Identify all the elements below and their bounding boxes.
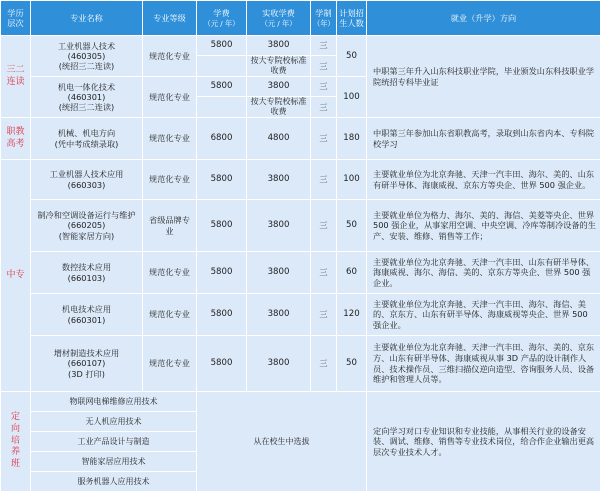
major-code: (660107) [33, 358, 140, 368]
actual-tuition-cell: 3800 [247, 36, 311, 56]
major-grade-cell: 规范化专业 [143, 118, 197, 160]
major-code: (660303) [33, 180, 140, 190]
major-name: 机电一体化技术 [33, 82, 140, 92]
header-major-grade: 专业等级 [143, 1, 197, 36]
tuition-cell: 5800 [197, 36, 247, 56]
header-direction: 就业（升学）方向 [367, 1, 600, 36]
duration-cell: 三 [311, 294, 337, 336]
direction-cell: 主要就业单位为北京奔驰、天津一汽丰田、海尔、美的、山东有研半导体、海康威视、京东方等央企、世界 500 强企业。 [367, 160, 600, 200]
plan-cell: 50 [337, 200, 367, 252]
tuition-cell: 5800 [197, 294, 247, 336]
major-cell [31, 77, 143, 118]
tuition-cell: 5800 [197, 77, 247, 97]
oriented-selection: 从在校生中选拔 [197, 392, 367, 492]
major-name: 工业机器人技术应用 [33, 169, 140, 179]
table-row [1, 294, 600, 336]
duration-cell: 三 [311, 200, 337, 252]
level-zhijiao-line1: 职教 [3, 127, 28, 139]
level-dingxiang [1, 392, 31, 492]
major-note: (统招三二连读) [33, 61, 140, 71]
tuition-cell-empty [197, 97, 247, 118]
plan-cell: 100 [337, 77, 367, 118]
level-dingxiang-char: 养 [3, 447, 28, 459]
header-actual-unit: （元 / 年） [249, 19, 308, 28]
duration-cell: 三 [311, 97, 337, 118]
major-name: 机械、机电方向 [33, 128, 140, 138]
direction-cell: 中职第三年升入山东科技职业学院，毕业颁发山东科技职业学院统招专科毕业证 [367, 36, 600, 118]
oriented-direction: 定向学习对口专业知识和专业技能，从事相关行业的设备安装、调试、维修、销售等专业技术岗位，给合作企业输出更高层次专业技术人才。 [367, 392, 600, 492]
actual-tuition-cell: 3800 [247, 200, 311, 252]
actual-tuition-cell: 3800 [247, 294, 311, 336]
major-cell [31, 294, 143, 336]
tuition-cell: 5800 [197, 336, 247, 392]
tuition-cell-empty [197, 56, 247, 77]
major-code: (460301) [33, 92, 140, 102]
tuition-cell: 5800 [197, 160, 247, 200]
oriented-program: 无人机应用技术 [31, 412, 197, 432]
major-cell [31, 118, 143, 160]
actual-tuition-cell: 4800 [247, 118, 311, 160]
major-name: 工业机器人技术 [33, 41, 140, 51]
plan-cell: 60 [337, 252, 367, 294]
major-grade-cell: 规范化专业 [143, 160, 197, 200]
actual-tuition-cell: 按大专院校标准收费 [247, 56, 311, 77]
major-code: (460305) [33, 51, 140, 61]
major-grade-cell: 省级品牌专业 [143, 200, 197, 252]
header-tuition [197, 1, 247, 36]
plan-cell: 100 [337, 160, 367, 200]
major-grade-cell: 规范化专业 [143, 36, 197, 77]
major-cell [31, 336, 143, 392]
table-row [1, 118, 600, 160]
tuition-cell: 6800 [197, 118, 247, 160]
actual-tuition-cell: 3800 [247, 160, 311, 200]
direction-cell: 主要就业单位为格力、海尔、美的、海信、美菱等央企、世界 500 强企业，从事家用空调、中央空调、冷库等制冷设备的生产、安装、维修、销售等工作； [367, 200, 600, 252]
table-row [1, 36, 600, 56]
major-grade-cell: 规范化专业 [143, 336, 197, 392]
level-sane-er-line1: 三二 [3, 65, 28, 77]
direction-cell: 中职第三年参加山东省职教高考，录取到山东省内本、专科院校学习 [367, 118, 600, 160]
plan-cell: 50 [337, 336, 367, 392]
level-dingxiang-char: 向 [3, 424, 28, 436]
direction-cell: 主要就业单位为北京奔驰、天津一汽丰田、山东有研半导体、海康威视、海尔、海信、美的、京东方等央企、世界 500 强企业。 [367, 252, 600, 294]
duration-cell: 三 [311, 160, 337, 200]
header-plan-line2: 生人数 [339, 18, 364, 28]
header-tuition-label: 学费 [199, 8, 244, 18]
level-sane-er [1, 36, 31, 118]
header-duration [311, 1, 337, 36]
level-dingxiang-char: 班 [3, 459, 28, 471]
major-name: 机电技术应用 [33, 304, 140, 314]
major-note: (3D 打印) [33, 369, 140, 379]
major-grade-cell: 规范化专业 [143, 252, 197, 294]
actual-tuition-cell: 3800 [247, 336, 311, 392]
major-code: (660301) [33, 315, 140, 325]
major-cell [31, 160, 143, 200]
level-dingxiang-char: 定 [3, 412, 28, 424]
oriented-program: 智能家居应用技术 [31, 452, 197, 472]
duration-cell: 三 [311, 56, 337, 77]
actual-tuition-cell: 3800 [247, 77, 311, 97]
table-row [1, 200, 600, 252]
oriented-program: 物联网电梯维修应用技术 [31, 392, 197, 412]
tuition-cell: 5800 [197, 252, 247, 294]
major-cell [31, 200, 143, 252]
level-zhijiao [1, 118, 31, 160]
header-level-line1: 学历 [3, 8, 28, 18]
major-name: 数控技术应用 [33, 262, 140, 272]
major-note: (智能家居方向) [33, 231, 140, 241]
header-duration-line1: 学制 [313, 8, 334, 18]
table-header-row [1, 1, 600, 36]
oriented-program: 服务机器人应用技术 [31, 472, 197, 492]
major-name: 增材制造技术应用 [33, 348, 140, 358]
header-education-level [1, 1, 31, 36]
oriented-program: 工业产品设计与制造 [31, 432, 197, 452]
major-code: (660103) [33, 273, 140, 283]
major-grade-cell: 规范化专业 [143, 294, 197, 336]
plan-cell: 50 [337, 36, 367, 77]
level-dingxiang-char: 培 [3, 436, 28, 448]
major-note: (凭中考成绩录取) [33, 139, 140, 149]
header-level-line2: 层次 [3, 18, 28, 28]
actual-tuition-cell: 按大专院校标准收费 [247, 97, 311, 118]
header-major: 专业名称 [31, 1, 143, 36]
major-cell [31, 252, 143, 294]
header-tuition-unit: （元 / 年） [199, 19, 244, 28]
major-cell [31, 36, 143, 77]
direction-cell: 主要就业单位为北京奔驰、天津一汽丰田、海尔、海信、美的、京东方、山东有研半导体、海康威视等央企、世界 500 强企业。 [367, 294, 600, 336]
plan-cell: 120 [337, 294, 367, 336]
major-note: (统招三二连读) [33, 102, 140, 112]
duration-cell: 三 [311, 252, 337, 294]
major-name: 制冷和空调设备运行与维护 [33, 210, 140, 220]
level-zhongzhuan: 中专 [1, 160, 31, 392]
duration-cell: 三 [311, 118, 337, 160]
direction-cell: 主要就业单位为北京奔驰、天津一汽丰田、海尔、美的、京东方、山东有研半导体、海康威视从事 3D 产品的设计制作人员、技术操作员、三维扫描仪逆向造型、咨询服务人员、设备维护和管理人员等。 [367, 336, 600, 392]
table-row [1, 160, 600, 200]
actual-tuition-cell: 3800 [247, 252, 311, 294]
header-plan [337, 1, 367, 36]
major-grade-cell: 规范化专业 [143, 77, 197, 118]
header-actual-tuition [247, 1, 311, 36]
level-zhijiao-line2: 高考 [3, 139, 28, 151]
major-code: (660205) [33, 220, 140, 230]
header-plan-line1: 计划招 [339, 8, 364, 18]
duration-cell: 三 [311, 77, 337, 97]
level-sane-er-line2: 连读 [3, 77, 28, 89]
tuition-cell: 5800 [197, 200, 247, 252]
table-row [1, 252, 600, 294]
plan-cell: 180 [337, 118, 367, 160]
duration-cell: 三 [311, 336, 337, 392]
duration-cell: 三 [311, 36, 337, 56]
table-row [1, 392, 600, 412]
header-duration-line2: （年） [313, 19, 334, 28]
table-row [1, 336, 600, 392]
header-actual-label: 实收学费 [249, 8, 308, 18]
